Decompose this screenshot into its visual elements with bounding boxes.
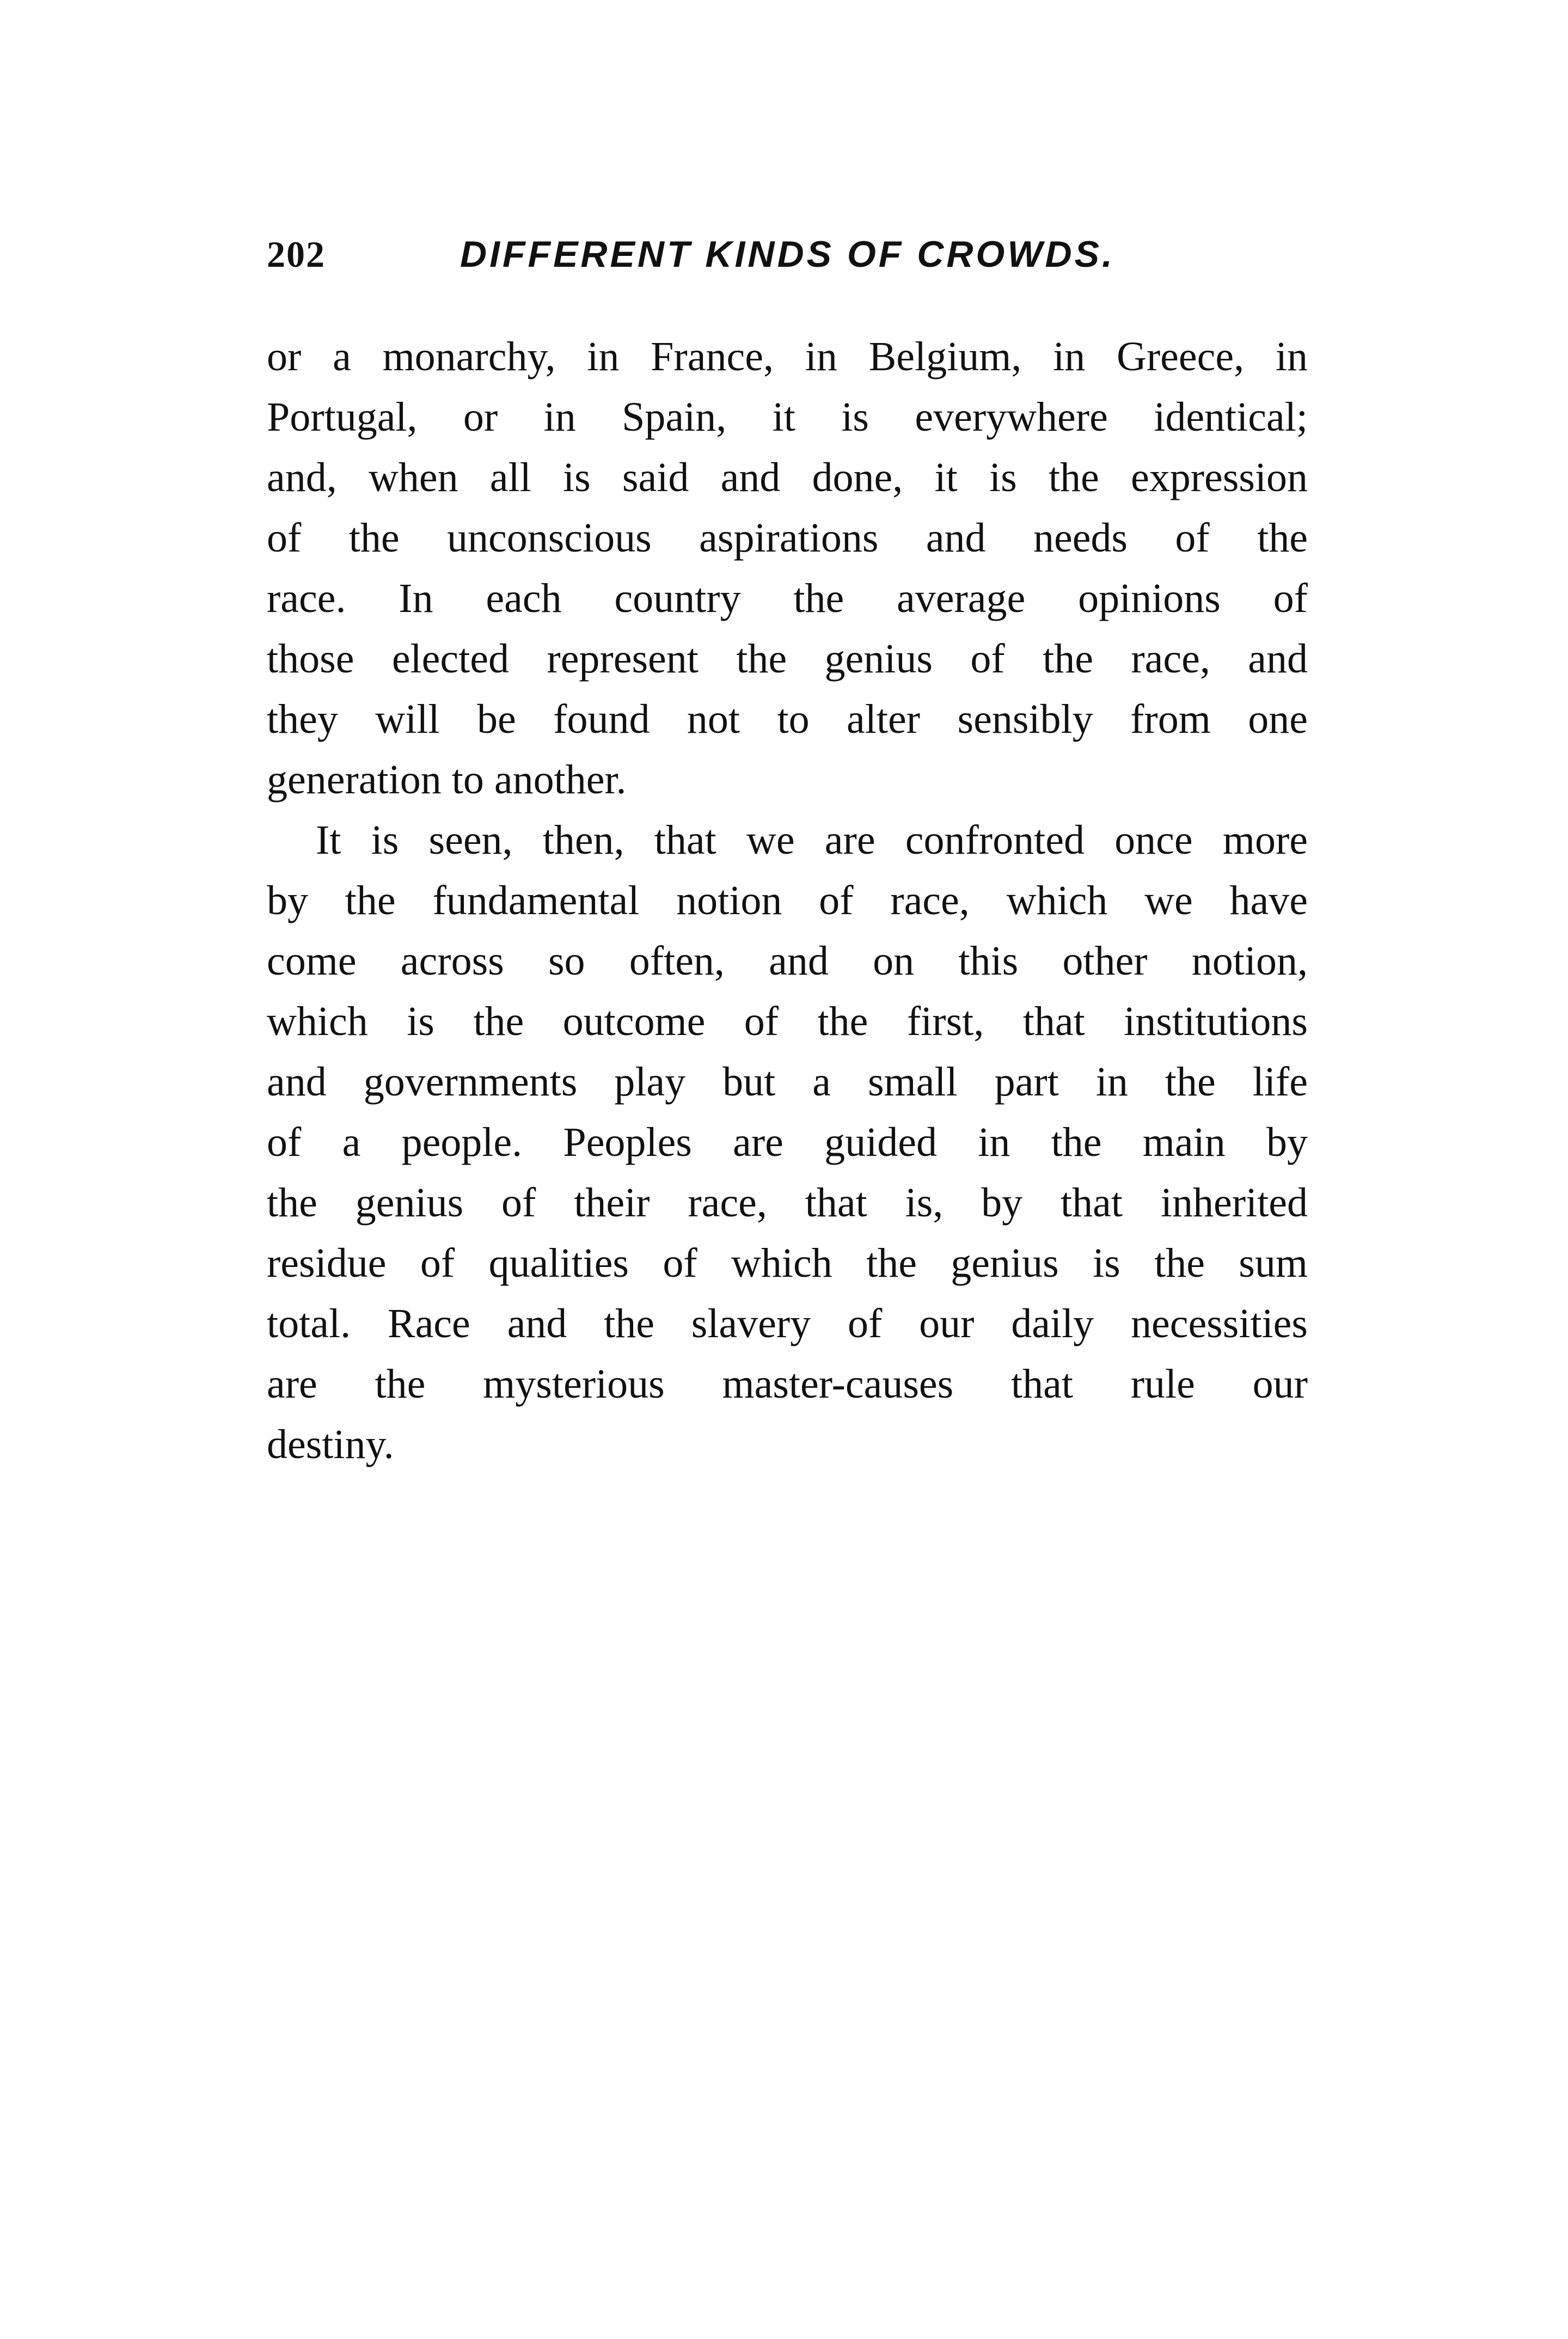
running-title: DIFFERENT KINDS OF CROWDS. [460,234,1115,275]
text-line: destiny. [267,1422,394,1467]
text-line: those elected represent the genius of the race, and [267,636,1308,682]
text-line: of the unconscious aspirations and needs of the [267,515,1308,561]
text-line: race. In each country the average opinions of [267,575,1308,621]
text-line: and, when all is said and done, it is the expression [267,455,1308,500]
text-line: total. Race and the slavery of our daily necessities [267,1301,1308,1346]
page-number: 202 [267,234,326,275]
running-head [267,233,1301,287]
text-line: they will be found not to alter sensibly from one [267,696,1308,742]
text-line: Portugal, or in Spain, it is everywhere identical; [267,394,1308,440]
text-line: generation to another. [267,757,627,803]
text-line: which is the outcome of the first, that institutions [267,999,1308,1044]
text-line: the genius of their race, that is, by that inherited [267,1180,1308,1226]
text-line: of a people. Peoples are guided in the main by [267,1119,1308,1165]
text-line: It is seen, then, that we are confronted once more [316,817,1308,863]
text-line: residue of qualities of which the genius is the sum [267,1240,1308,1286]
text-line: come across so often, and on this other notion, [267,938,1308,984]
text-line: and governments play but a small part in the life [267,1059,1308,1105]
text-line: or a monarchy, in France, in Belgium, in Greece, in [267,334,1308,379]
body-text [267,327,1308,1475]
text-line: by the fundamental notion of race, which we have [267,878,1308,923]
text-line: are the mysterious master-causes that rule our [267,1361,1308,1407]
